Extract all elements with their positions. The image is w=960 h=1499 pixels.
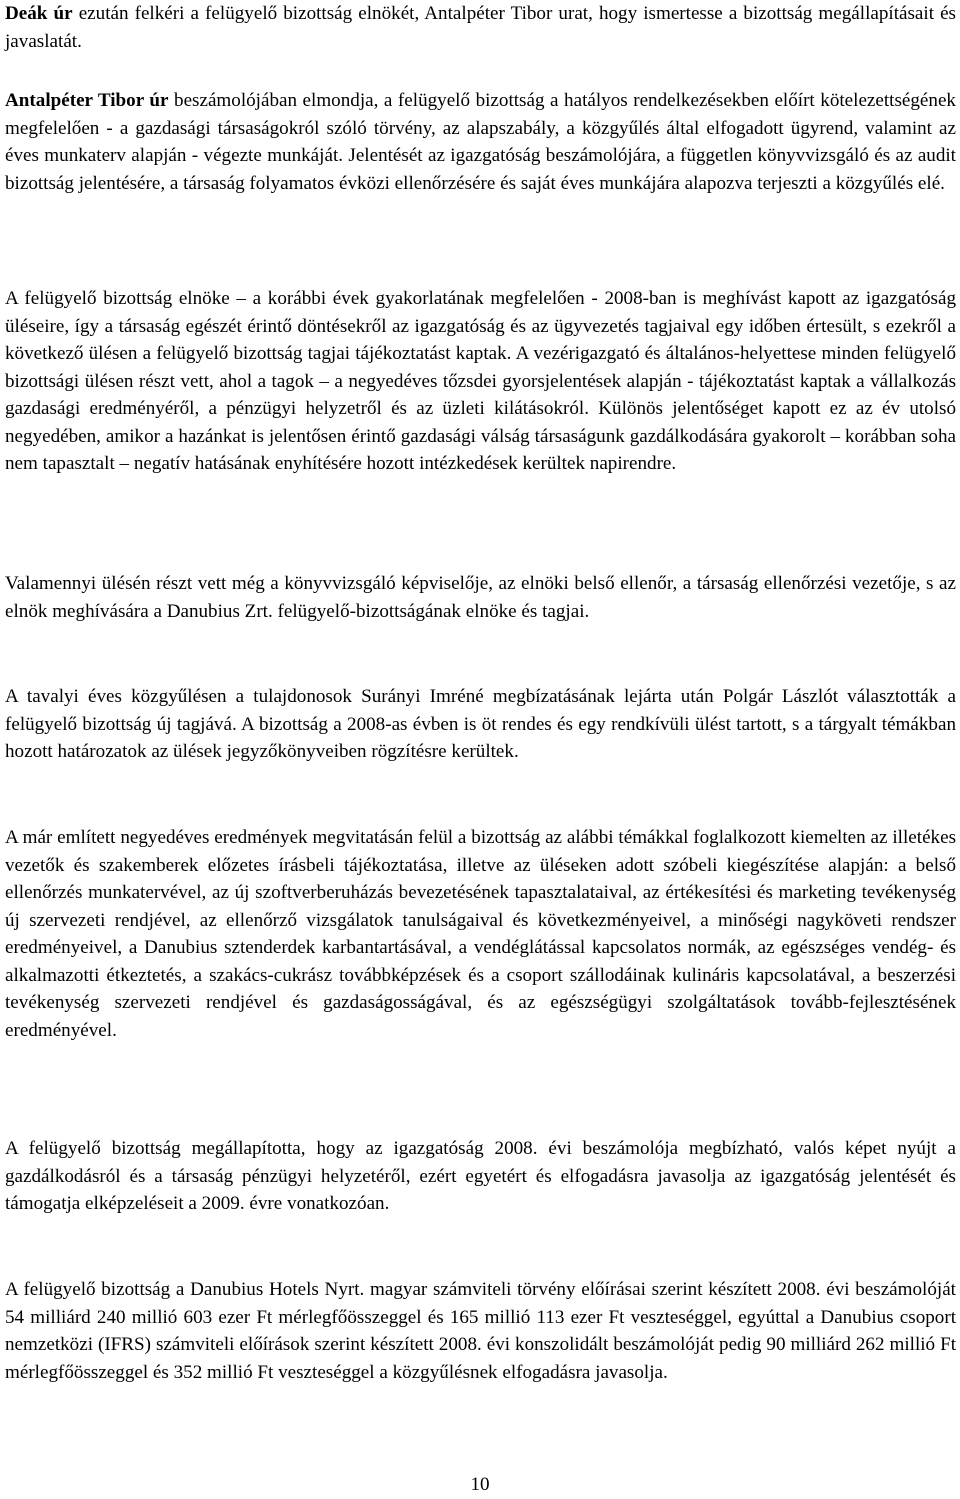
paragraph-1-text: ezután felkéri a felügyelő bizottság elnökét, Antalpéter Tibor urat, hogy ismertesse a bizottság megállapításait és javaslatát. xyxy=(5,3,956,52)
paragraph-2 xyxy=(5,87,956,197)
paragraph-3: A felügyelő bizottság elnöke – a korábbi évek gyakorlatának megfelelően - 2008-ban is meghívást kapott az igazgatóság üléseire, így a társaság egészét érintő döntésekről az igazgatóság és az ügyvezetés tagjaival egy időben értesült, s ezekről a következő ülésen a felügyelő bizottság tagjai tájékoztatást kaptak. A vezérigazgató és általános-helyettese minden felügyelő bizottsági ülésen részt vett, ahol a tagok – a negyedéves tőzsdei gyorsjelentések alapján - tájékoztatást kaptak a vállalkozás gazdasági eredményéről, a pénzügyi helyzetről és az üzleti kilátásokról. Különös jelentőséget kapott ez az év utolsó negyedében, amikor a hazánkat is jelentősen érintő gazdasági válság társaságunk gazdálkodására gyakorolt – korábban soha nem tapasztalt – negatív hatásának enyhítésére hozott intézkedések kerültek napirendre. xyxy=(5,288,956,474)
paragraph-7: A felügyelő bizottság megállapította, hogy az igazgatóság 2008. évi beszámolója megbízható, valós képet nyújt a gazdálkodásról és a társaság pénzügyi helyzetéről, ezért egyetért és elfogadásra javasolja az igazgatóság jelentését és támogatja elképzeléseit a 2009. évre vonatkozóan. xyxy=(5,1138,956,1214)
speaker-name: Antalpéter Tibor úr xyxy=(5,90,169,111)
speaker-name: Deák úr xyxy=(5,3,73,24)
paragraph-8: A felügyelő bizottság a Danubius Hotels Nyrt. magyar számviteli törvény előírásai szerint készített 2008. évi beszámolóját 54 milliárd 240 millió 603 ezer Ft mérlegfőösszeggel és 165 millió 113 ezer Ft veszteséggel, egyúttal a Danubius csoport nemzetközi (IFRS) számviteli előírások szerint készített 2008. évi konszolidált beszámolóját pedig 90 milliárd 262 millió Ft mérlegfőösszeggel és 352 millió Ft veszteséggel a közgyűlésnek elfogadásra javasolja. xyxy=(5,1279,956,1383)
page-number: 10 xyxy=(470,1474,490,1495)
paragraph-5: A tavalyi éves közgyűlésen a tulajdonosok Surányi Imréné megbízatásának lejárta után Polgár Lászlót választották a felügyelő bizottság új tagjává. A bizottság a 2008-as évben is öt rendes és egy rendkívüli ülést tartott, s a tárgyalt témákban hozott határozatok az ülések jegyzőkönyveiben rögzítésre kerültek. xyxy=(5,686,956,762)
paragraph-6: A már említett negyedéves eredmények megvitatásán felül a bizottság az alábbi témákkal foglalkozott kiemelten az illetékes vezetők és szakemberek előzetes írásbeli tájékoztatása, illetve az üléseken adott szóbeli kiegészítése alapján: a belső ellenőrzés munkatervével, az új szoftverberuházás bevezetésének tapasztalataival, az értékesítési és marketing tevékenység új szervezeti rendjével, az ellenőrző vizsgálatok tanulságaival és következményeivel, a minőségi nagyköveti rendszer eredményeivel, a Danubius sztenderdek karbantartásával, a vendéglátással kapcsolatos normák, az egészséges vendég- és alkalmazotti étkeztetés, a szakács-cukrász továbbképzések és a csoport szállodáinak kulináris kapcsolatával, a beszerzési tevékenység szervezeti rendjével és gazdaságosságával, és az egészségügyi szolgáltatások tovább-fejlesztésének eredményével. xyxy=(5,827,956,1041)
paragraph-4: Valamennyi ülésén részt vett még a könyvvizsgáló képviselője, az elnöki belső ellenőr, a társaság ellenőrzési vezetője, s az elnök meghívására a Danubius Zrt. felügyelő-bizottságának elnöke és tagjai. xyxy=(5,573,956,622)
paragraph-1 xyxy=(5,0,956,55)
paragraph-2-text: beszámolójában elmondja, a felügyelő bizottság a hatályos rendelkezésekben előírt kötelezettségének megfelelően - a gazdasági társaságokról szóló törvény, az alapszabály, a közgyűlés által elfogadott ügyrend, valamint az éves munkaterv alapján - végezte munkáját. Jelentését az igazgatóság beszámolójára, a független könyvvizsgáló és az audit bizottság jelentésére, a társaság folyamatos évközi ellenőrzésére és saját éves munkájára alapozva terjeszti a közgyűlés elé. xyxy=(5,90,956,194)
